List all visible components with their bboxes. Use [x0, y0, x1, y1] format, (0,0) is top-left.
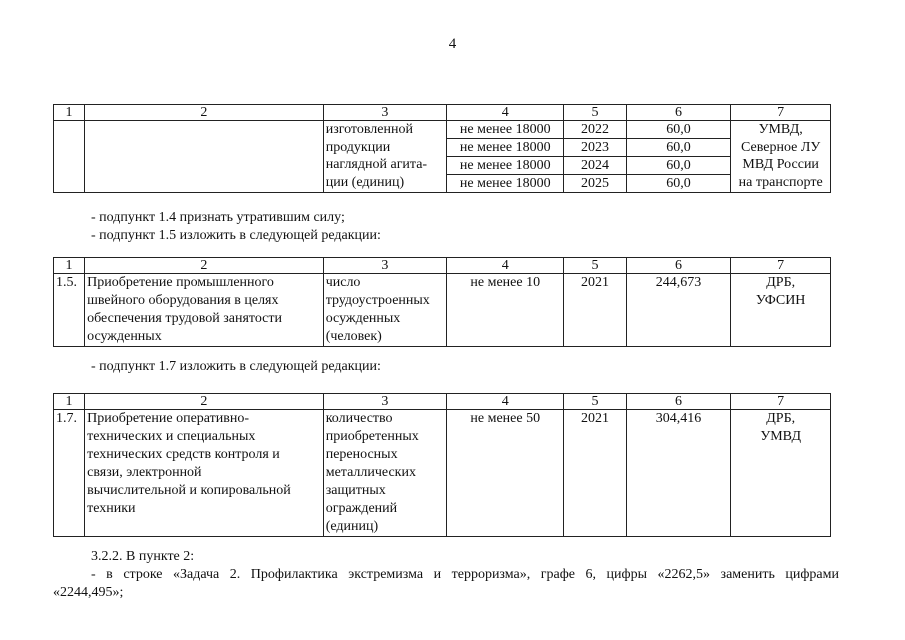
- cell-line: УМВД: [760, 429, 802, 444]
- header-cell: 5: [564, 105, 626, 121]
- executor-cell: [731, 410, 831, 537]
- num-cell: [54, 121, 85, 193]
- cell-line: ограждений: [325, 501, 398, 516]
- num-cell: 1.5.: [54, 274, 85, 347]
- cell-value: 60,0: [627, 139, 731, 157]
- cell-line: ДРБ,: [766, 411, 796, 426]
- paragraph: - в строке «Задача 2. Профилактика экстремизма и терроризма», графе 6, цифры «2262,5» заменить цифрами: [91, 567, 839, 582]
- table-item-1-5: [53, 257, 831, 347]
- cell-value: 60,0: [666, 176, 691, 191]
- table-row: [54, 121, 831, 193]
- header-cell: 2: [85, 394, 324, 410]
- table-header-row: [54, 105, 831, 121]
- header-cell: 2: [85, 258, 324, 274]
- paragraph: - подпункт 1.5 изложить в следующей редакции:: [91, 228, 381, 243]
- amount-cell: 304,416: [626, 410, 731, 537]
- header-cell: 1: [54, 258, 85, 274]
- cell-line: вычислительной и копировальной: [87, 483, 291, 498]
- year-cell: 2021: [564, 410, 626, 537]
- executor-cell: [731, 121, 831, 193]
- paragraph-continuation: «2244,495»;: [53, 585, 124, 600]
- header-cell: 4: [447, 394, 564, 410]
- cell-line: ДРБ,: [766, 275, 796, 290]
- cell-line: продукции: [325, 139, 391, 155]
- name-cell: [85, 410, 324, 537]
- cell-line: защитных: [325, 483, 386, 498]
- name-cell: [85, 121, 324, 193]
- table-header-row: [54, 258, 831, 274]
- cell-line: Приобретение промышленного: [87, 275, 274, 290]
- cell-line: на транспорте: [738, 174, 823, 190]
- header-cell: 6: [626, 105, 731, 121]
- executor-cell: [731, 274, 831, 347]
- cell-line: ции (единиц): [325, 174, 405, 190]
- cell-line: технических средств контроля и: [87, 447, 280, 462]
- value-cell: [447, 121, 564, 193]
- cell-line: технических и специальных: [87, 429, 256, 444]
- cell-line: швейного оборудования в целях: [87, 293, 279, 308]
- cell-line: УФСИН: [755, 293, 806, 308]
- header-cell: 2: [85, 105, 324, 121]
- indicator-cell: [323, 410, 446, 537]
- value-cell: не менее 10: [447, 274, 564, 347]
- cell-line: УМВД,: [758, 122, 803, 137]
- cell-line: число: [325, 275, 361, 290]
- paragraph: 3.2.2. В пункте 2:: [91, 549, 195, 564]
- cell-value: 60,0: [627, 157, 731, 175]
- header-cell: 5: [564, 258, 626, 274]
- value-cell: не менее 50: [447, 410, 564, 537]
- page-number: 4: [448, 36, 457, 52]
- cell-line: (единиц): [325, 519, 379, 534]
- header-cell: 6: [626, 258, 731, 274]
- table-continuation: [53, 104, 831, 193]
- cell-line: осужденных: [87, 329, 162, 344]
- cell-value: не менее 18000: [447, 121, 563, 139]
- cell-value: 2025: [580, 176, 609, 191]
- amount-cell: 244,673: [626, 274, 731, 347]
- header-cell: 4: [447, 258, 564, 274]
- year-cell: 2021: [564, 274, 626, 347]
- cell-line: обеспечения трудовой занятости: [87, 311, 282, 326]
- header-cell: 6: [626, 394, 731, 410]
- cell-line: Северное ЛУ: [741, 139, 821, 155]
- cell-line: Приобретение оперативно-: [87, 411, 250, 426]
- cell-value: 2024: [564, 157, 625, 175]
- cell-value: не менее 18000: [447, 157, 563, 175]
- cell-line: связи, электронной: [87, 465, 202, 480]
- paragraph: - подпункт 1.7 изложить в следующей редакции:: [91, 359, 381, 374]
- cell-line: изготовленной: [325, 122, 413, 137]
- header-cell: 7: [731, 258, 831, 274]
- cell-line: металлических: [325, 465, 416, 480]
- cell-line: техники: [87, 501, 136, 516]
- table-row: [54, 410, 831, 537]
- table-header-row: [54, 394, 831, 410]
- header-cell: 5: [564, 394, 626, 410]
- cell-value: 60,0: [627, 121, 731, 139]
- header-cell: 7: [731, 105, 831, 121]
- cell-line: наглядной агита-: [325, 157, 428, 172]
- name-cell: [85, 274, 324, 347]
- cell-value: не менее 18000: [459, 176, 551, 191]
- num-cell: 1.7.: [54, 410, 85, 537]
- header-cell: 3: [323, 105, 446, 121]
- cell-value: 2022: [564, 121, 625, 139]
- header-cell: 7: [731, 394, 831, 410]
- cell-line: осужденных: [325, 311, 401, 326]
- table-row: [54, 274, 831, 347]
- header-cell: 3: [323, 394, 446, 410]
- indicator-cell: [323, 121, 446, 193]
- cell-value: не менее 18000: [447, 139, 563, 157]
- cell-value: 2023: [564, 139, 625, 157]
- cell-line: трудоустроенных: [325, 293, 430, 308]
- cell-line: количество: [325, 411, 393, 426]
- amount-cell: [626, 121, 731, 193]
- cell-line: МВД России: [742, 157, 819, 172]
- indicator-cell: [323, 274, 446, 347]
- header-cell: 3: [323, 258, 446, 274]
- header-cell: 4: [447, 105, 564, 121]
- cell-line: приобретенных: [325, 429, 419, 444]
- cell-line: (человек): [325, 329, 382, 344]
- header-cell: 1: [54, 394, 85, 410]
- table-item-1-7: [53, 393, 831, 537]
- paragraph: - подпункт 1.4 признать утратившим силу;: [91, 210, 345, 225]
- header-cell: 1: [54, 105, 85, 121]
- year-cell: [564, 121, 626, 193]
- cell-line: переносных: [325, 447, 398, 462]
